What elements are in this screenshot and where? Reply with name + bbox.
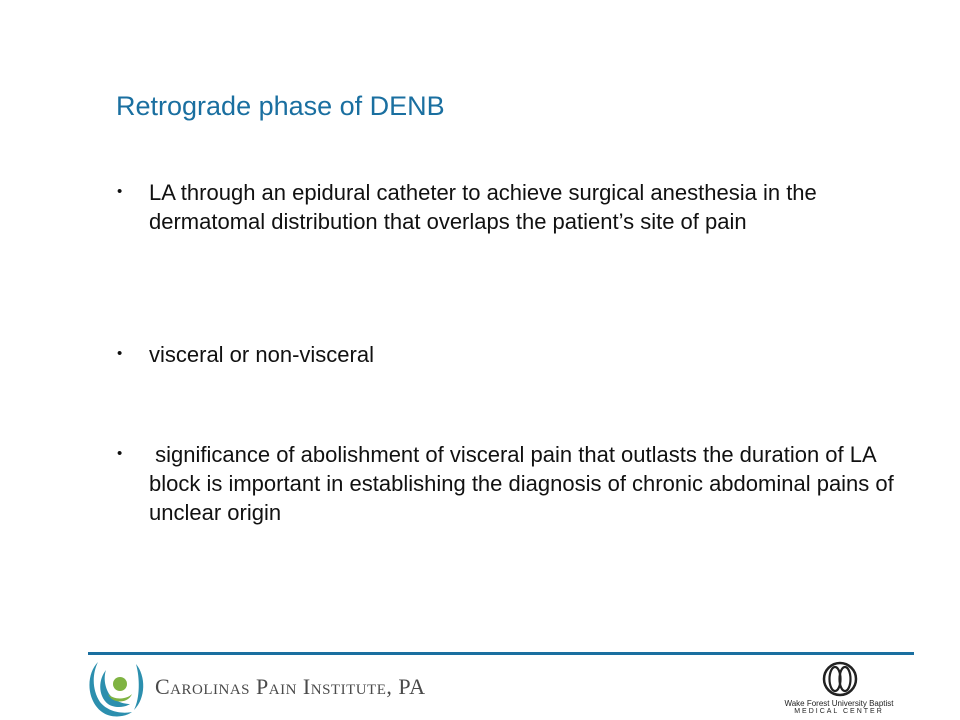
medical-center-name: Wake Forest University Baptist (784, 699, 894, 708)
bullet-text: visceral or non-visceral (149, 342, 374, 367)
slide-title: Retrograde phase of DENB (116, 91, 445, 121)
wake-forest-logo-icon (817, 661, 863, 697)
medical-center-subtitle: MEDICAL CENTER (794, 708, 884, 715)
footer-divider (88, 652, 914, 655)
bullet-item (113, 178, 903, 236)
bullet-item (113, 340, 903, 369)
bullet-text: LA through an epidural catheter to achieve surgical anesthesia in the dermatomal distribution that overlaps the patient’s site of pain (149, 180, 817, 234)
organization-name: Carolinas Pain Institute, PA (155, 674, 426, 699)
carolinas-pain-institute-logo-icon (84, 656, 150, 720)
bullet-marker: • (117, 445, 123, 462)
bullet-marker: • (117, 345, 123, 362)
bullet-marker: • (117, 183, 123, 200)
bullet-item (113, 440, 903, 527)
bullet-text: significance of abolishment of visceral pain that outlasts the duration of LA block is important in establishing the diagnosis of chronic abdominal pains of unclear origin (149, 442, 900, 525)
